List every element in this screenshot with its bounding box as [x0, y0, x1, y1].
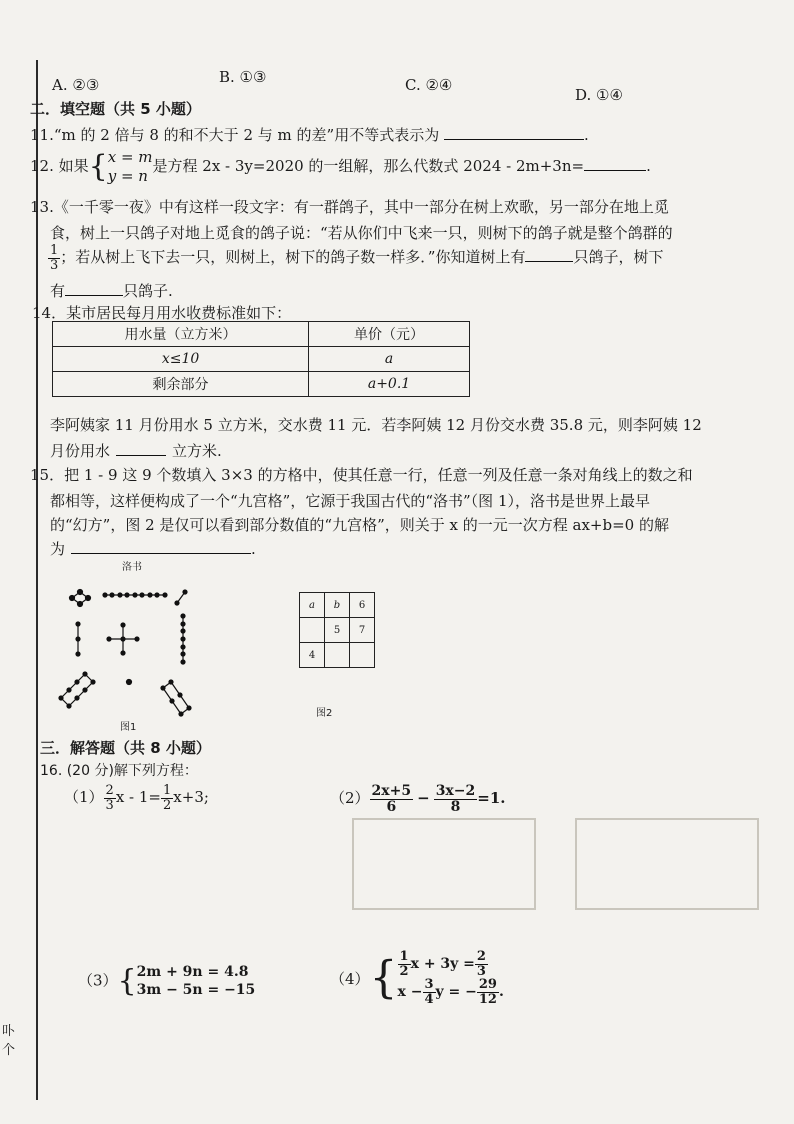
q16-p4-eq2-a: x − — [397, 984, 423, 1001]
q16-p2-frac-b: $\frac{3x-2}{8}$ — [435, 783, 476, 815]
q14-line-2 — [50, 440, 222, 461]
q11-answer-blank[interactable] — [444, 139, 584, 140]
table-row — [53, 347, 470, 372]
q15-line4-start: 为 — [50, 540, 66, 558]
q16-p3-eq1: 2m + 9n = 4.8 — [136, 964, 249, 980]
q13-line4-start: 有 — [50, 282, 66, 300]
choice-b: B. ①③ — [219, 68, 267, 86]
magic-square-grid — [299, 592, 375, 668]
q13-line-3 — [48, 244, 663, 272]
q15-line4-end: . — [251, 540, 256, 558]
q16-p3-system — [137, 964, 256, 999]
grid-cell: 5 — [325, 618, 350, 643]
q16-p2-end: =1. — [477, 789, 506, 808]
q15-line-4 — [50, 538, 256, 559]
q16-part-3 — [78, 964, 255, 999]
table-cell: a — [309, 347, 470, 372]
q16-p4-frac-1: $\frac{1}{2}$ — [399, 949, 409, 979]
q13-line3-text: ；若从树上飞下去一只，则树上，树下的鸽子数一样多．”你知道树上有 — [60, 248, 526, 267]
q14-intro: 14．某市居民每月用水收费标准如下： — [32, 304, 292, 322]
q16-p3-eq2: 3m − 5n = −15 — [136, 981, 256, 998]
q13-line-4 — [50, 280, 173, 301]
q16-p4-eq2-b: y = − — [435, 984, 477, 1001]
table-cell: a+0.1 — [309, 372, 470, 397]
q16-p1-frac-b: $\frac{1}{2}$ — [163, 783, 172, 813]
bleed-through-box-right — [575, 818, 759, 910]
choice-d: D. ①④ — [575, 86, 623, 104]
table-cell: 剩余部分 — [53, 372, 309, 397]
grid-cell: a — [300, 593, 325, 618]
q13-line3-end: 只鸽子，树下 — [573, 248, 664, 267]
margin-text: 卟个 — [2, 1024, 16, 1058]
grid-cell: 6 — [350, 593, 375, 618]
q12-eq2: y = n — [107, 166, 148, 185]
grid-cell — [300, 618, 325, 643]
table-cell: x≤10 — [53, 347, 309, 372]
figure-1-caption: 图1 — [120, 722, 137, 733]
q12-brace: { — [88, 148, 108, 184]
water-fee-table — [52, 321, 470, 397]
q12-end: . — [646, 156, 651, 175]
q15-line-1: 15．把 1 - 9 这 9 个数填入 3×3 的方格中，使其任意一行，任意一列及任意一条对角线上的数之和 — [30, 466, 693, 484]
grid-cell: 7 — [350, 618, 375, 643]
q12-number: 12. 如果 — [30, 156, 89, 175]
q16-p1-frac-a: $\frac{2}{3}$ — [105, 783, 114, 813]
q16-p1-end: x+3; — [173, 788, 209, 807]
q13-fraction: $\frac{1}{3}$ — [50, 243, 59, 273]
q13-line-1: 13.《一千零一夜》中有这样一段文字：有一群鸽子，其中一部分在树上欢歌，另一部分在地上觅 — [30, 198, 669, 216]
luoshu-figure — [55, 578, 205, 718]
q11-number: 11. — [30, 126, 54, 144]
question-12 — [30, 148, 651, 186]
table-header-volume: 用水量（立方米） — [53, 322, 309, 347]
q15-answer-blank[interactable] — [71, 553, 251, 554]
q14-answer-blank[interactable] — [116, 455, 166, 456]
q16-p4-frac-3: $\frac{3}{4}$ — [424, 977, 434, 1007]
q15-line-3: 的“幻方”，图 2 是仅可以看到部分数值的“九宫格”，则关于 x 的一元一次方程 ax+b=0 的解 — [50, 516, 669, 534]
q12-text: 是方程 2x - 3y=2020 的一组解，那么代数式 2024 - 2m+3n= — [152, 156, 585, 175]
q16-p1-mid: x - 1= — [115, 788, 162, 807]
q11-text: “m 的 2 倍与 8 的和不大于 2 与 m 的差”用不等式表示为 — [53, 126, 440, 144]
grid-cell — [325, 643, 350, 668]
q13-blank-ground[interactable] — [65, 295, 123, 296]
q12-system — [108, 148, 153, 186]
q14-line2-start: 月份用水 — [50, 442, 111, 460]
q16-p2-minus: − — [417, 789, 430, 808]
q16-p4-eq1 — [398, 949, 488, 979]
q16-p3-label: （3） — [78, 971, 118, 990]
grid-row — [300, 618, 375, 643]
table-row — [53, 372, 470, 397]
grid-cell: 4 — [300, 643, 325, 668]
section-3-title: 三．解答题（共 8 小题） — [40, 739, 211, 757]
q15-line-2: 都相等，这样便构成了一个“九宫格”，它源于我国古代的“洛书”（图 1），洛书是世界上最早 — [50, 492, 650, 510]
table-header-price: 单价（元） — [309, 322, 470, 347]
q16-p4-frac-4: $\frac{29}{12}$ — [478, 977, 497, 1007]
q16-intro: 16. (20 分)解下列方程： — [40, 763, 198, 779]
grid-row — [300, 593, 375, 618]
choice-a: A. ②③ — [52, 76, 100, 94]
q13-line-2: 食，树上一只鸽子对地上觅食的鸽子说：“若从你们中飞来一只，则树下的鸽子就是整个鸽群的 — [50, 224, 673, 242]
grid-cell: b — [325, 593, 350, 618]
q16-p4-eq1-mid: x + 3y = — [410, 956, 475, 973]
q16-p4-brace: { — [369, 952, 398, 1004]
q16-p4-system — [398, 950, 504, 1007]
choice-c: C. ②④ — [405, 76, 453, 94]
figure-1-title: 洛书 — [122, 562, 142, 573]
q16-p4-eq2: x − $\frac{3}{4}$ y = − $\frac{29}{12}$ . — [397, 977, 504, 1007]
q16-p2-label: （2） — [330, 789, 370, 808]
q13-blank-tree[interactable] — [525, 261, 573, 262]
q12-answer-blank[interactable] — [584, 170, 646, 171]
bleed-through-box-left — [352, 818, 536, 910]
q16-p2-frac-a: $\frac{2x+5}{6}$ — [371, 783, 412, 815]
q16-p1-label: （1） — [64, 788, 104, 807]
figure-2-caption: 图2 — [316, 708, 333, 719]
grid-cell — [350, 643, 375, 668]
question-11 — [30, 124, 589, 145]
q16-p4-label: （4） — [330, 969, 370, 988]
q16-p4-frac-2: $\frac{2}{3}$ — [476, 949, 486, 979]
q14-line2-end: 立方米. — [172, 442, 222, 460]
q14-line-1: 李阿姨家 11 月份用水 5 立方米，交水费 11 元．若李阿姨 12 月份交水费 35.8 元，则李阿姨 12 — [50, 416, 702, 434]
section-2-title: 二．填空题（共 5 小题） — [30, 100, 201, 118]
q16-part-4 — [330, 950, 504, 1007]
grid-row — [300, 643, 375, 668]
q16-part-1 — [64, 784, 209, 812]
q11-end: . — [583, 126, 589, 144]
q13-line4-end: 只鸽子. — [123, 282, 173, 300]
q12-eq1: x = m — [107, 148, 153, 166]
q16-p3-brace: { — [117, 963, 137, 999]
q16-part-2 — [330, 784, 505, 814]
